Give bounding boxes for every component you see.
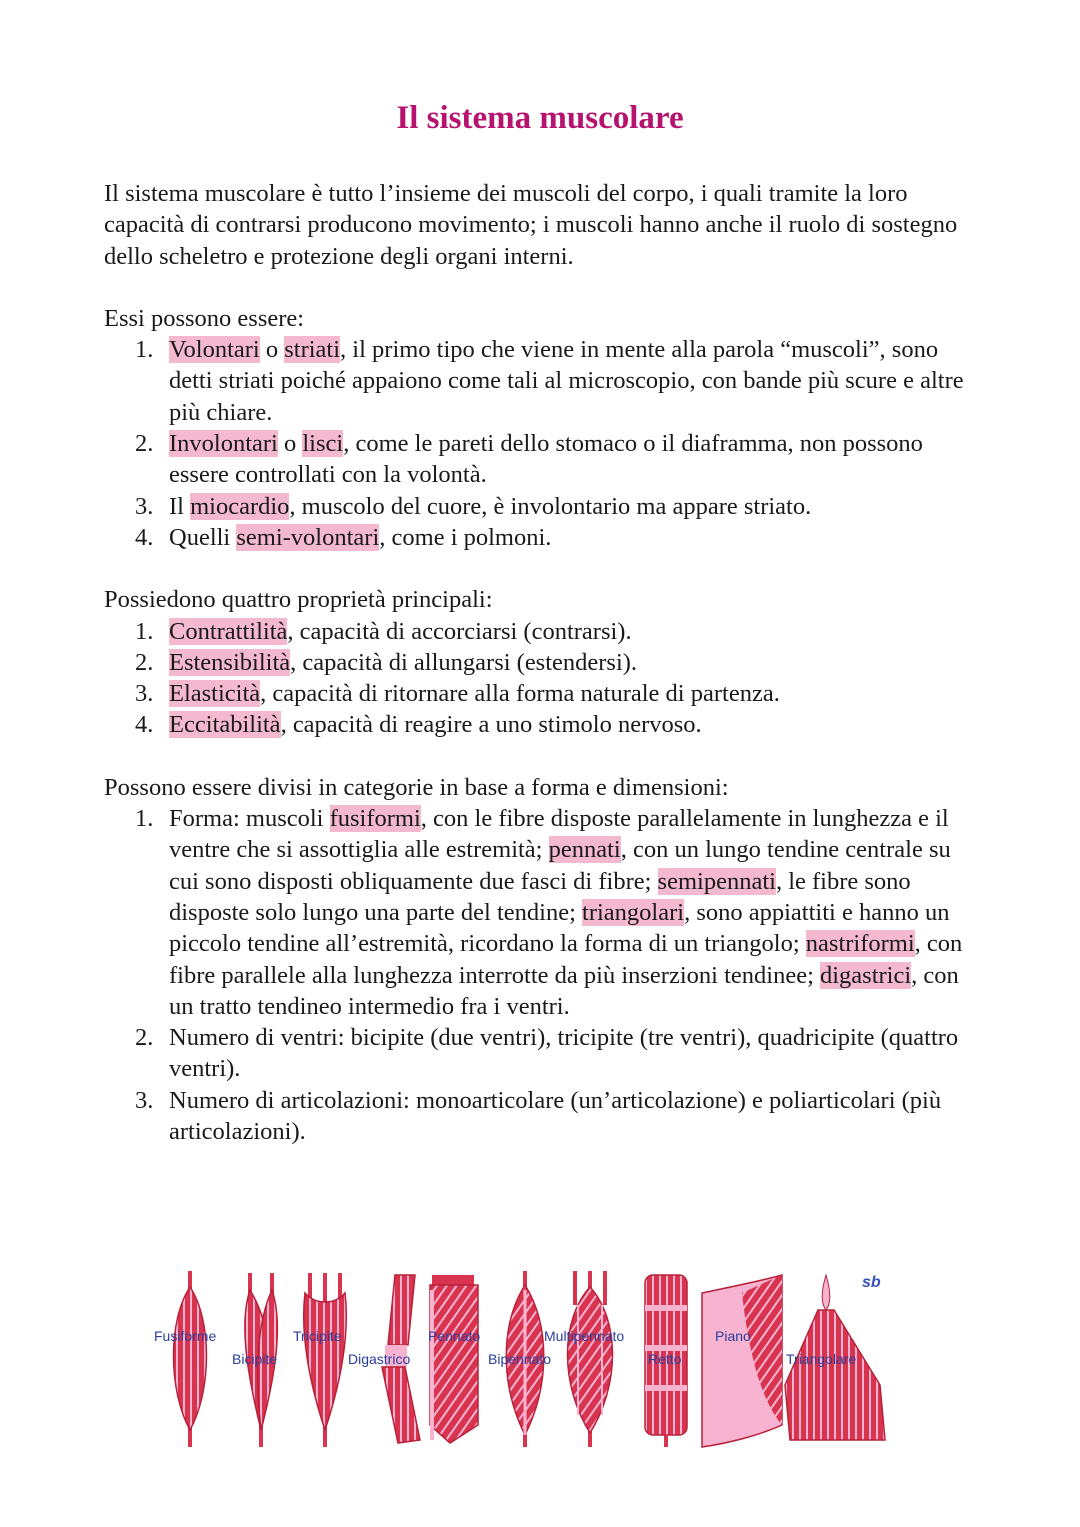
label-piano: Piano [715,1328,751,1344]
signature-mark: sb [862,1274,881,1291]
pennate-muscle-icon [428,1275,481,1443]
types-list [104,334,984,553]
label-bicipite: Bicipite [232,1351,278,1367]
label-multipennato: Multipennato [544,1328,625,1344]
page-title: Il sistema muscolare [396,100,684,136]
categories-list [104,803,984,1147]
list-item: 1. Forma: muscoli fusiformi, con le fibre disposte parallelamente in lunghezza e il ventre che si assottiglia alle estremità; pennati, con un lungo tendine centrale su cui sono disposti obliquamente due fasci di fibre; semipennati, le fibre sono disposte solo lungo una parte del tendine; triangolari, sono appiattiti e hanno un piccolo tendine all’estremità, ricordano la forma di un triangolo; nastriformi, con fibre parallele alla lunghezza interrotte da più inserzioni tendinee; digastrici, con un tratto tendineo intermedio fra i ventri. [135,805,963,1020]
multipennate-muscle-icon [568,1271,613,1447]
list-item: 1. Contrattilità, capacità di accorciarsi (contrarsi). [135,617,632,645]
label-fusiforme: Fusiforme [154,1328,217,1344]
list-item: 4. Eccitabilità, capacità di reagire a uno stimolo nervoso. [135,711,702,739]
triceps-muscle-icon [304,1273,347,1447]
intro-paragraph: Il sistema muscolare è tutto l’insieme dei muscoli del corpo, i quali tramite la loro capacità di contrarsi producono movimento; i muscoli hanno anche il ruolo di sostegno dello scheletro e protezione degli organi interni. [104,180,958,270]
list-item: 1. Volontari o striati, il primo tipo che viene in mente alla parola “muscoli”, sono detti striati poiché appaiono come tali al microscopio, con bande più scure e altre più chiare. [135,336,964,426]
label-pennato: Pennato [428,1328,481,1344]
list-item: 2. Involontari o lisci, come le pareti dello stomaco o il diaframma, non possono essere controllati con la volontà. [135,430,923,489]
properties-list [104,616,984,741]
label-tricipite: Tricipite [293,1328,342,1344]
label-retto: Retto [648,1351,682,1367]
document-body [104,178,984,1147]
list-item: 2. Estensibilità, capacità di allungarsi (estendersi). [135,648,638,676]
categories-lead: Possono essere divisi in categorie in base a forma e dimensioni: [104,773,729,801]
list-item: 3. Elasticità, capacità di ritornare alla forma naturale di partenza. [135,680,780,708]
list-item: 3. Numero di articolazioni: monoarticolare (un’articolazione) e poliarticolari (più articolazioni). [135,1086,942,1146]
list-item: 4. Quelli semi-volontari, come i polmoni. [135,523,552,551]
label-digastrico: Digastrico [348,1351,411,1367]
list-item: 2. Numero di ventri: bicipite (due ventri), tricipite (tre ventri), quadricipite (quattro ventri). [135,1024,959,1083]
label-bipennato: Bipennato [488,1351,552,1367]
muscle-shapes-figure [150,1265,890,1455]
fusiform-muscle-icon [174,1271,207,1447]
list-item: 3. Il miocardio, muscolo del cuore, è involontario ma appare striato. [135,492,812,520]
label-triangolare: Triangolare [786,1351,857,1367]
types-lead: Essi possono essere: [104,304,305,332]
flat-muscle-icon [702,1275,782,1447]
properties-lead: Possiedono quattro proprietà principali: [104,586,493,614]
